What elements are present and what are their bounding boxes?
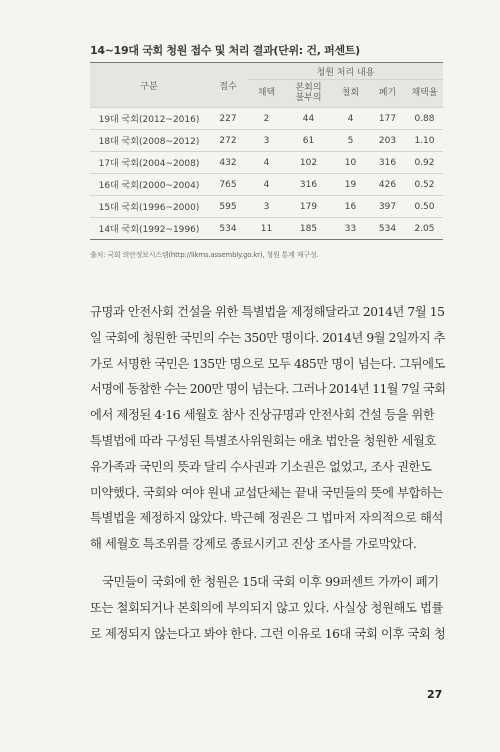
- cell-received: 227: [208, 108, 248, 130]
- text-line: 에서 제정된 4·16 세월호 참사 진상규명과 안전사회 건설 등을 위한: [90, 408, 435, 423]
- cell-rate: 0.92: [406, 152, 443, 174]
- header-adoption-rate: 채택율: [406, 80, 443, 108]
- cell-discarded: 534: [369, 218, 406, 240]
- cell-withdrawn: 4: [332, 108, 369, 130]
- cell-withdrawn: 16: [332, 196, 369, 218]
- text-line: 해 세월호 특조위를 강제로 종료시키고 진상 조사를 가로막았다.: [90, 537, 417, 552]
- cell-received: 765: [208, 174, 248, 196]
- text-line: 일 국회에 청원한 국민의 수는 350만 명이다. 2014년 9월 2일까지 추: [90, 330, 445, 345]
- table-row: [90, 196, 443, 218]
- header-received: 접수: [208, 63, 248, 108]
- text-line: 미약했다. 국회와 여야 원내 교섭단체는 끝내 국민들의 뜻에 부합하는: [90, 485, 443, 500]
- cell-label: 15대 국회(1996~2000): [90, 196, 208, 218]
- header-not-referred: 본회의 불부의: [285, 80, 332, 108]
- cell-received: 272: [208, 130, 248, 152]
- header-processing: 청원 처리 내용: [248, 63, 443, 80]
- text-line: 규명과 안전사회 건설을 위한 특별법을 제정해달라고 2014년 7월 15: [90, 305, 445, 319]
- text-line: 특별법에 따라 구성된 특별조사위원회는 애초 법안을 청원한 세월호: [90, 433, 436, 448]
- cell-rate: 1.10: [406, 130, 443, 152]
- body-text: [90, 300, 445, 647]
- cell-adopted: 4: [248, 174, 285, 196]
- header-discarded: 폐기: [369, 80, 406, 108]
- cell-rate: 0.52: [406, 174, 443, 196]
- cell-withdrawn: 10: [332, 152, 369, 174]
- cell-rate: 0.88: [406, 108, 443, 130]
- cell-not-referred: 179: [285, 196, 332, 218]
- text-line: 서명에 동참한 수는 200만 명이 넘는다. 그러나 2014년 11월 7일 국회: [90, 382, 446, 397]
- cell-label: 17대 국회(2004~2008): [90, 152, 208, 174]
- petition-table: [90, 62, 443, 240]
- cell-rate: 0.50: [406, 196, 443, 218]
- text-line: 국민들이 국회에 한 청원은 15대 국회 이후 99퍼센트 가까이 폐기: [102, 574, 439, 589]
- text-line: 로 제정되지 않는다고 봐야 한다. 그런 이유로 16대 국회 이후 국회 청: [90, 626, 446, 641]
- page-number: 27: [427, 688, 443, 701]
- cell-not-referred: 61: [285, 130, 332, 152]
- table-row: [90, 108, 443, 130]
- cell-label: 18대 국회(2008~2012): [90, 130, 208, 152]
- table-row: [90, 130, 443, 152]
- cell-discarded: 316: [369, 152, 406, 174]
- cell-withdrawn: 5: [332, 130, 369, 152]
- cell-received: 534: [208, 218, 248, 240]
- cell-received: 432: [208, 152, 248, 174]
- cell-label: 14대 국회(1992~1996): [90, 218, 208, 240]
- cell-discarded: 203: [369, 130, 406, 152]
- source-note: 출처: 국회 의안정보시스템(http://likms.assembly.go.kr), 청원 통계 재구성.: [90, 251, 319, 259]
- cell-discarded: 397: [369, 196, 406, 218]
- header-adopted: 채택: [248, 80, 285, 108]
- text-line: 특별법을 제정하지 않았다. 박근혜 정권은 그 법마저 자의적으로 해석: [90, 511, 443, 526]
- cell-discarded: 177: [369, 108, 406, 130]
- header-category: 구분: [90, 63, 208, 108]
- cell-label: 19대 국회(2012~2016): [90, 108, 208, 130]
- table-row: [90, 218, 443, 240]
- cell-withdrawn: 19: [332, 174, 369, 196]
- cell-adopted: 4: [248, 152, 285, 174]
- text-line: 또는 철회되거나 본회의에 부의되지 않고 있다. 사실상 청원해도 법률: [90, 600, 443, 615]
- paragraph-2: [90, 570, 445, 647]
- header-withdrawn: 철회: [332, 80, 369, 108]
- text-line: 가로 서명한 국민은 135만 명으로 모두 485만 명이 넘는다. 그뒤에도: [90, 356, 446, 371]
- cell-discarded: 426: [369, 174, 406, 196]
- cell-received: 595: [208, 196, 248, 218]
- cell-adopted: 3: [248, 196, 285, 218]
- cell-rate: 2.05: [406, 218, 443, 240]
- cell-not-referred: 316: [285, 174, 332, 196]
- cell-adopted: 11: [248, 218, 285, 240]
- cell-not-referred: 185: [285, 218, 332, 240]
- cell-adopted: 3: [248, 130, 285, 152]
- paragraph-1: [90, 300, 445, 558]
- table-row: [90, 152, 443, 174]
- cell-label: 16대 국회(2000~2004): [90, 174, 208, 196]
- cell-withdrawn: 33: [332, 218, 369, 240]
- text-line: 유가족과 국민의 뜻과 달리 수사권과 기소권은 없었고, 조사 권한도: [90, 459, 432, 474]
- table-title: 14~19대 국회 청원 접수 및 처리 결과(단위: 건, 퍼센트): [90, 44, 360, 57]
- cell-not-referred: 44: [285, 108, 332, 130]
- cell-not-referred: 102: [285, 152, 332, 174]
- cell-adopted: 2: [248, 108, 285, 130]
- table-row: [90, 174, 443, 196]
